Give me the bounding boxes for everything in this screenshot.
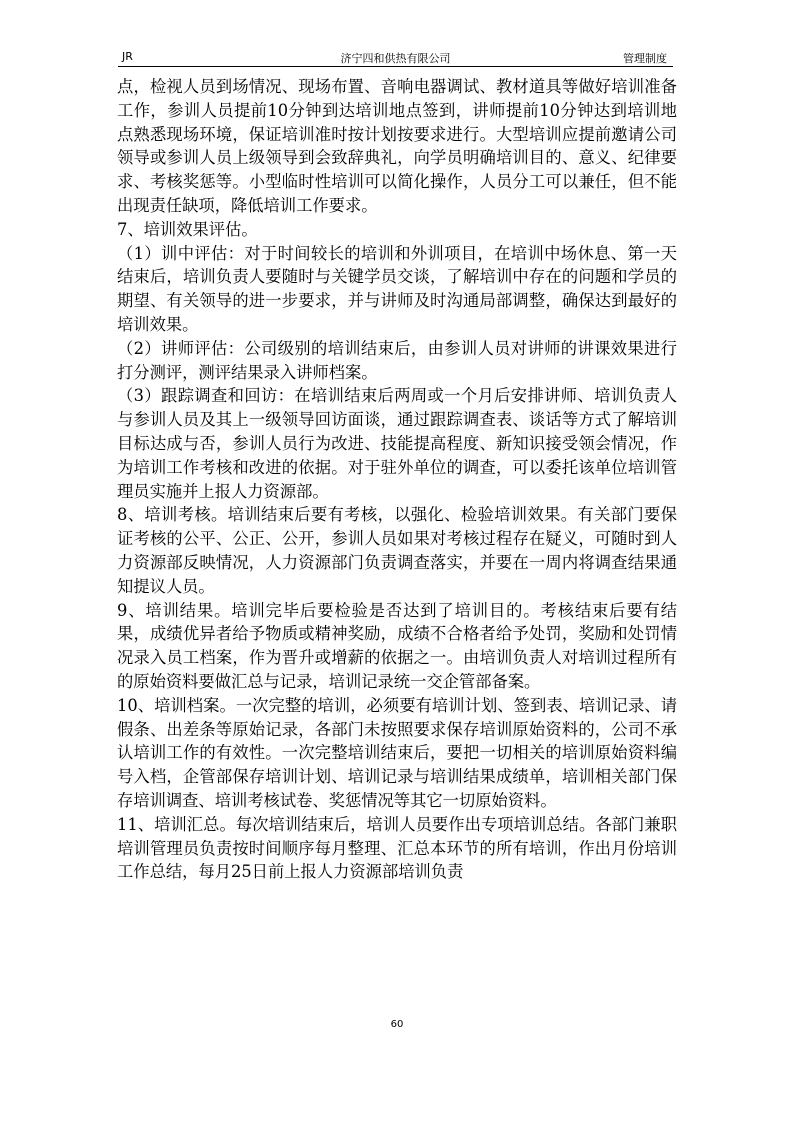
paragraph-11: 11、培训汇总。每次培训结束后，培训人员要作出专项培训总结。各部门兼职培训管理员负责按时间顺序每月整理、汇总本环节的所有培训，作出月份培训工作总结，每月25日前上报人力资源部培训负责 [117,814,677,882]
paragraph-10: 10、培训档案。一次完整的培训，必须要有培训计划、签到表、培训记录、请假条、出差条等原始记录，各部门未按照要求保存培训原始资料的，公司不承认培训工作的有效性。一次完整培训结束后，要把一切相关的培训原始资料编号入档，企管部保存培训计划、培训记录与培训结果成绩单，培训相关部门保存培训调查、培训考核试卷、奖惩情况等其它一切原始资料。 [117,695,677,810]
paragraph-9: 9、培训结果。培训完毕后要检验是否达到了培训目的。考核结束后要有结果，成绩优异者给予物质或精神奖励，成绩不合格者给予处罚，奖励和处罚情况录入员工档案，作为晋升或增薪的依据之一。由培训负责人对培训过程所有的原始资料要做汇总与记录，培训记录统一交企管部备案。 [117,600,677,691]
header-code: JR [122,50,133,63]
paragraph-7-1: （1）训中评估：对于时间较长的培训和外训项目，在培训中场休息、第一天结束后，培训负责人要随时与关键学员交谈，了解培训中存在的问题和学员的期望、有关领导的进一步要求，并与讲师及时沟通局部调整，确保达到最好的培训效果。 [117,243,677,334]
header-doc-title: 管理制度 [623,52,667,65]
page-number: 60 [390,1019,404,1030]
paragraph-continuation: 点，检视人员到场情况、现场布置、音响电器调试、教材道具等做好培训准备工作，参训人员提前10分钟到达培训地点签到，讲师提前10分钟达到培训地点熟悉现场环境，保证培训准时按计划按要求进行。大型培训应提前邀请公司领导或参训人员上级领导到会致辞典礼，向学员明确培训目的、意义、纪律要求、考核奖惩等。小型临时性培训可以简化操作，人员分工可以兼任，但不能出现责任缺项，降低培训工作要求。 [117,77,677,215]
page-header [118,44,673,67]
header-company-name: 济宁四和供热有限公司 [340,52,451,65]
paragraph-7-2: （2）讲师评估：公司级别的培训结束后，由参训人员对讲师的讲课效果进行打分测评，测评结果录入讲师档案。 [117,338,677,382]
paragraph-8: 8、培训考核。培训结束后要有考核，以强化、检验培训效果。有关部门要保证考核的公平、公正、公开，参训人员如果对考核过程存在疑义，可随时到人力资源部反映情况，人力资源部门负责调查落实，并要在一周内将调查结果通知提议人员。 [117,505,677,596]
document-body [117,75,677,884]
section-7-heading: 7、培训效果评估。 [117,219,258,239]
paragraph-7-3: （3）跟踪调查和回访：在培训结束后两周或一个月后安排讲师、培训负责人与参训人员及其上一级领导回访面谈，通过跟踪调查表、谈话等方式了解培训目标达成与否，参训人员行为改进、技能提高程度、新知识接受领会情况，作为培训工作考核和改进的依据。对于驻外单位的调查，可以委托该单位培训管理员实施并上报人力资源部。 [117,386,677,501]
